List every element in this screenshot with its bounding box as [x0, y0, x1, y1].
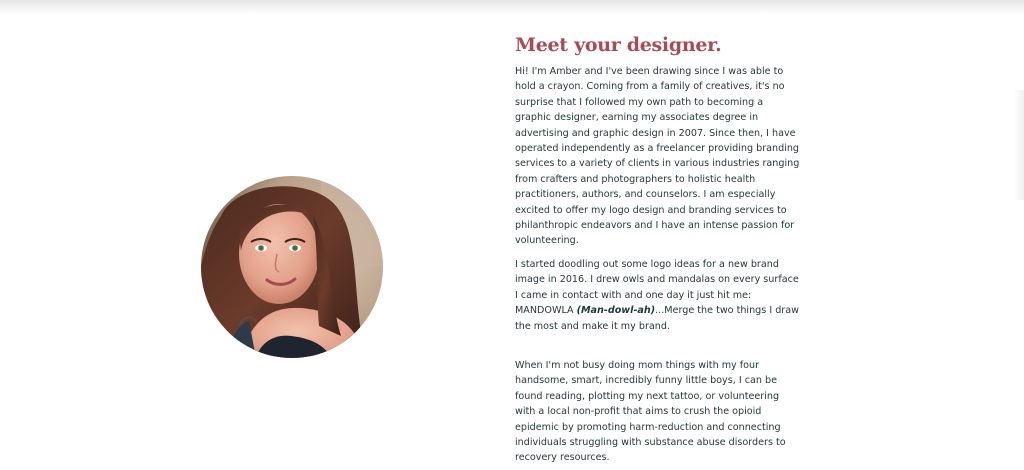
brand-pronunciation: (Man-dowl-ah): [576, 305, 656, 317]
about-brand-paragraph: [515, 257, 800, 334]
about-section: [515, 33, 800, 470]
scroll-edge-shadow: [1014, 90, 1024, 200]
about-intro-paragraph: Hi! I'm Amber and I've been drawing since I was able to hold a crayon. Coming from a family of creatives, it's no surprise that I followed my own path to becoming a graphic designer, earning my associates degree in advertising and graphic design in 2007. Since then, I have operated independently as a freelancer providing branding services to a variety of clients in various industries ranging from crafters and photographers to holistic health practitioners, authors, and counselors. I am especially excited to offer my logo design and branding services to philanthropic endeavors and I have an intense passion for volunteering.: [515, 66, 800, 247]
header-shadow: [0, 0, 1024, 14]
designer-portrait: [201, 176, 383, 358]
about-personal-paragraph: When I'm not busy doing mom things with my four handsome, smart, incredibly funny little boys, I can be found reading, plotting my next tattoo, or volunteering with a local non-profit that aims to crush the opioid epidemic by promoting harm-reduction and connecting individuals struggling with substance abuse disorders to recovery resources.: [515, 359, 786, 464]
brand-text-after: ...Merge the two things I draw the most and make it my brand.: [515, 305, 799, 332]
about-heading: Meet your designer.: [515, 34, 722, 56]
brand-text-before: I started doodling out some logo ideas for a new brand image in 2016. I drew owls and mandalas on every surface I came in contact with and one day it just hit me: MANDOWLA: [515, 258, 799, 317]
